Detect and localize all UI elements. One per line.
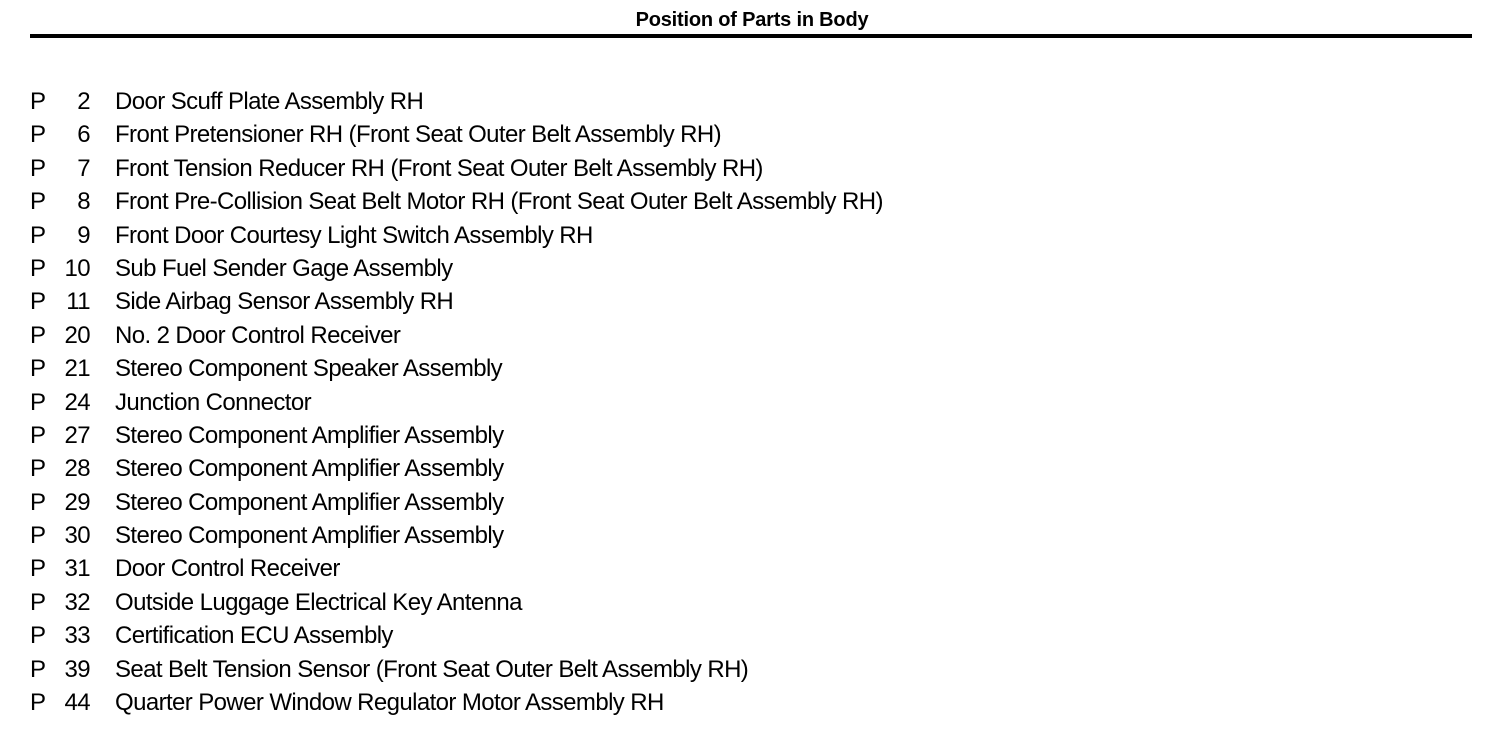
part-code: P: [30, 154, 46, 182]
part-number: 39: [64, 655, 90, 683]
part-name: Stereo Component Speaker Assembly: [115, 355, 503, 383]
list-item: [0, 118, 1504, 151]
list-item: [0, 519, 1504, 552]
part-number: 9: [77, 221, 90, 249]
part-code: P: [30, 555, 46, 583]
part-number: 11: [66, 288, 90, 316]
part-code: P: [30, 321, 46, 349]
list-item: [0, 386, 1504, 419]
part-code: P: [30, 455, 46, 483]
part-name: Stereo Component Amplifier Assembly: [115, 522, 504, 550]
part-name: Door Control Receiver: [115, 555, 340, 583]
list-item: [0, 452, 1504, 485]
part-name: Door Scuff Plate Assembly RH: [115, 88, 424, 115]
list-item: [0, 352, 1504, 385]
part-name: Side Airbag Sensor Assembly RH: [115, 288, 454, 316]
list-item: [0, 686, 1504, 719]
part-name: Quarter Power Window Regulator Motor Assembly RH: [115, 689, 664, 717]
part-name: Certification ECU Assembly: [115, 622, 393, 650]
part-name: Outside Luggage Electrical Key Antenna: [115, 588, 522, 616]
part-code: P: [30, 522, 46, 550]
part-code: P: [30, 121, 46, 149]
part-number: 24: [64, 388, 90, 416]
list-item: [0, 319, 1504, 352]
part-code: P: [30, 188, 46, 216]
part-name: Front Pre-Collision Seat Belt Motor RH (Front Seat Outer Belt Assembly RH): [115, 188, 883, 216]
part-number: 44: [64, 689, 90, 717]
part-number: 29: [64, 488, 90, 516]
page-title: Position of Parts in Body: [635, 9, 869, 31]
part-number: 28: [64, 455, 90, 483]
part-number: 21: [64, 355, 90, 383]
part-number: 32: [64, 588, 90, 616]
part-code: P: [30, 388, 46, 416]
part-number: 7: [77, 154, 90, 182]
part-name: Seat Belt Tension Sensor (Front Seat Outer Belt Assembly RH): [115, 655, 749, 683]
list-item: [0, 85, 1504, 118]
part-code: P: [30, 689, 46, 717]
part-number: 31: [64, 555, 90, 583]
part-code: P: [30, 88, 46, 115]
header-divider: [30, 34, 1472, 38]
part-code: P: [30, 655, 46, 683]
part-code: P: [30, 254, 46, 282]
list-item: [0, 552, 1504, 585]
list-item: [0, 619, 1504, 652]
part-name: Front Door Courtesy Light Switch Assembly RH: [115, 221, 593, 249]
part-code: P: [30, 588, 46, 616]
part-number: 6: [77, 121, 90, 149]
list-item: [0, 219, 1504, 252]
parts-list: [0, 85, 1504, 719]
part-code: P: [30, 288, 46, 316]
list-item: [0, 486, 1504, 519]
part-name: Stereo Component Amplifier Assembly: [115, 421, 504, 449]
part-code: P: [30, 221, 46, 249]
list-item: [0, 152, 1504, 185]
part-code: P: [30, 421, 46, 449]
part-code: P: [30, 488, 46, 516]
part-code: P: [30, 355, 46, 383]
part-number: 20: [64, 321, 90, 349]
part-name: Front Tension Reducer RH (Front Seat Outer Belt Assembly RH): [115, 154, 763, 182]
part-name: Stereo Component Amplifier Assembly: [115, 455, 504, 483]
part-name: Front Pretensioner RH (Front Seat Outer Belt Assembly RH): [115, 121, 722, 149]
part-code: P: [30, 622, 46, 650]
list-item: [0, 252, 1504, 285]
list-item: [0, 185, 1504, 218]
part-number: 30: [64, 522, 90, 550]
part-name: Stereo Component Amplifier Assembly: [115, 488, 504, 516]
part-name: No. 2 Door Control Receiver: [115, 321, 401, 349]
list-item: [0, 285, 1504, 318]
list-item: [0, 586, 1504, 619]
list-item: [0, 419, 1504, 452]
part-number: 2: [77, 88, 90, 115]
part-number: 10: [64, 254, 90, 282]
part-name: Sub Fuel Sender Gage Assembly: [115, 254, 453, 282]
part-number: 8: [77, 188, 90, 216]
part-number: 33: [64, 622, 90, 650]
part-number: 27: [64, 421, 90, 449]
part-name: Junction Connector: [115, 388, 311, 416]
list-item: [0, 653, 1504, 686]
